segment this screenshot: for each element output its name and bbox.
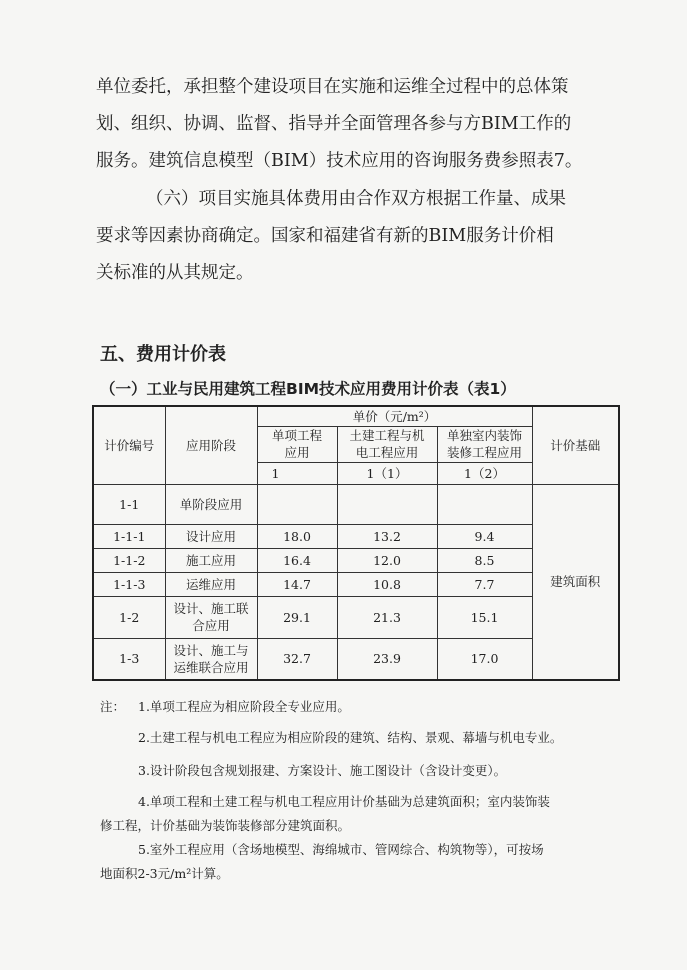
row-interior: 9.4 xyxy=(437,524,532,548)
paragraph-line: 划、组织、协调、监督、指导并全面管理各参与方BIM工作的 xyxy=(96,114,572,134)
paragraph-line: （六）项目实施具体费用由合作双方根据工作量、成果 xyxy=(146,189,566,209)
paragraph-line: 服务。建筑信息模型（BIM）技术应用的咨询服务费参照表7。 xyxy=(96,151,583,171)
header-civil-line1: 土建工程与机 xyxy=(349,428,425,443)
header-civil-mep xyxy=(337,426,437,462)
row-stage-line2: 运维联合应用 xyxy=(173,659,249,675)
row-interior: 8.5 xyxy=(437,548,532,572)
header-single-project xyxy=(257,426,337,462)
header-interior xyxy=(437,426,532,462)
note-line: 修工程，计价基础为装饰装修部分建筑面积。 xyxy=(100,818,351,833)
note-line: 3.设计阶段包含规划报建、方案设计、施工图设计（含设计变更）。 xyxy=(138,763,507,778)
row-interior xyxy=(437,484,532,524)
row-civil: 10.8 xyxy=(337,572,437,596)
row-single: 14.7 xyxy=(257,572,337,596)
row-code: 1-2 xyxy=(93,596,165,638)
note-item-continued xyxy=(100,866,229,882)
row-code: 1-3 xyxy=(93,638,165,680)
header-basis: 计价基础 xyxy=(532,406,619,484)
note-line: 2.土建工程与机电工程应为相应阶段的建筑、结构、景观、幕墙与机电专业。 xyxy=(138,730,563,745)
pricing-table xyxy=(92,405,620,681)
paragraph-line: 关标准的从其规定。 xyxy=(96,263,254,283)
row-code: 1-1-1 xyxy=(93,524,165,548)
paragraph-line: 要求等因素协商确定。国家和福建省有新的BIM服务计价相 xyxy=(96,226,554,246)
row-stage-line1: 运维应用 xyxy=(185,576,236,592)
row-civil: 23.9 xyxy=(337,638,437,680)
sub-code-3: 1（2） xyxy=(437,462,532,484)
paragraph-line: 单位委托，承担整个建设项目在实施和运维全过程中的总体策 xyxy=(96,77,569,97)
section-heading: 五、费用计价表 xyxy=(100,344,226,365)
row-stage xyxy=(165,548,257,572)
row-stage-line1: 设计应用 xyxy=(185,528,236,544)
sub-code-2: 1（1） xyxy=(337,462,437,484)
paragraph-2 xyxy=(96,181,596,292)
note-item xyxy=(138,842,544,858)
header-single-line2: 应用 xyxy=(284,445,310,460)
table-row xyxy=(93,484,619,524)
note-line: 1.单项工程应为相应阶段全专业应用。 xyxy=(138,699,350,714)
notes-prefix: 注： xyxy=(100,699,126,714)
header-unit-price: 单价（元/m²） xyxy=(257,406,532,426)
row-stage-line2: 合应用 xyxy=(192,618,230,633)
header-code: 计价编号 xyxy=(93,406,165,484)
row-stage xyxy=(165,638,257,680)
row-single: 29.1 xyxy=(257,596,337,638)
sub-code-1: 1 xyxy=(257,462,337,484)
row-single xyxy=(257,484,337,524)
row-interior: 15.1 xyxy=(437,596,532,638)
row-code: 1-1-3 xyxy=(93,572,165,596)
header-civil-line2: 电工程应用 xyxy=(355,445,419,460)
basis-value: 建筑面积 xyxy=(532,484,619,680)
row-stage xyxy=(165,596,257,638)
paragraph-1 xyxy=(96,69,596,180)
header-single-line1: 单项工程 xyxy=(271,428,322,443)
row-interior: 7.7 xyxy=(437,572,532,596)
row-stage xyxy=(165,572,257,596)
note-item xyxy=(138,730,562,746)
note-item xyxy=(138,794,550,810)
note-line: 5.室外工程应用（含场地模型、海绵城市、管网综合、构筑物等），可按场 xyxy=(138,842,544,857)
header-interior-line1: 单独室内装饰 xyxy=(446,428,522,443)
row-single: 32.7 xyxy=(257,638,337,680)
row-civil: 12.0 xyxy=(337,548,437,572)
note-item xyxy=(138,699,350,715)
note-line: 地面积2-3元/m²计算。 xyxy=(100,866,229,881)
header-stage: 应用阶段 xyxy=(165,406,257,484)
row-civil: 13.2 xyxy=(337,524,437,548)
row-stage-line1: 设计、施工联 xyxy=(173,601,249,616)
row-stage-line1: 单阶段应用 xyxy=(179,496,243,512)
row-stage xyxy=(165,524,257,548)
table-caption: （一）工业与民用建筑工程BIM技术应用费用计价表（表1） xyxy=(100,380,516,398)
row-single: 18.0 xyxy=(257,524,337,548)
row-civil xyxy=(337,484,437,524)
header-interior-line2: 装修工程应用 xyxy=(446,445,522,460)
row-stage xyxy=(165,484,257,524)
row-interior: 17.0 xyxy=(437,638,532,680)
row-stage-line1: 施工应用 xyxy=(185,552,236,568)
row-civil: 21.3 xyxy=(337,596,437,638)
row-code: 1-1-2 xyxy=(93,548,165,572)
row-stage-line1: 设计、施工与 xyxy=(173,642,249,658)
note-line: 4.单项工程和土建工程与机电工程应用计价基础为总建筑面积；室内装饰装 xyxy=(138,794,550,809)
note-item-continued xyxy=(100,818,350,834)
row-single: 16.4 xyxy=(257,548,337,572)
note-item xyxy=(138,763,506,779)
row-code: 1-1 xyxy=(93,484,165,524)
